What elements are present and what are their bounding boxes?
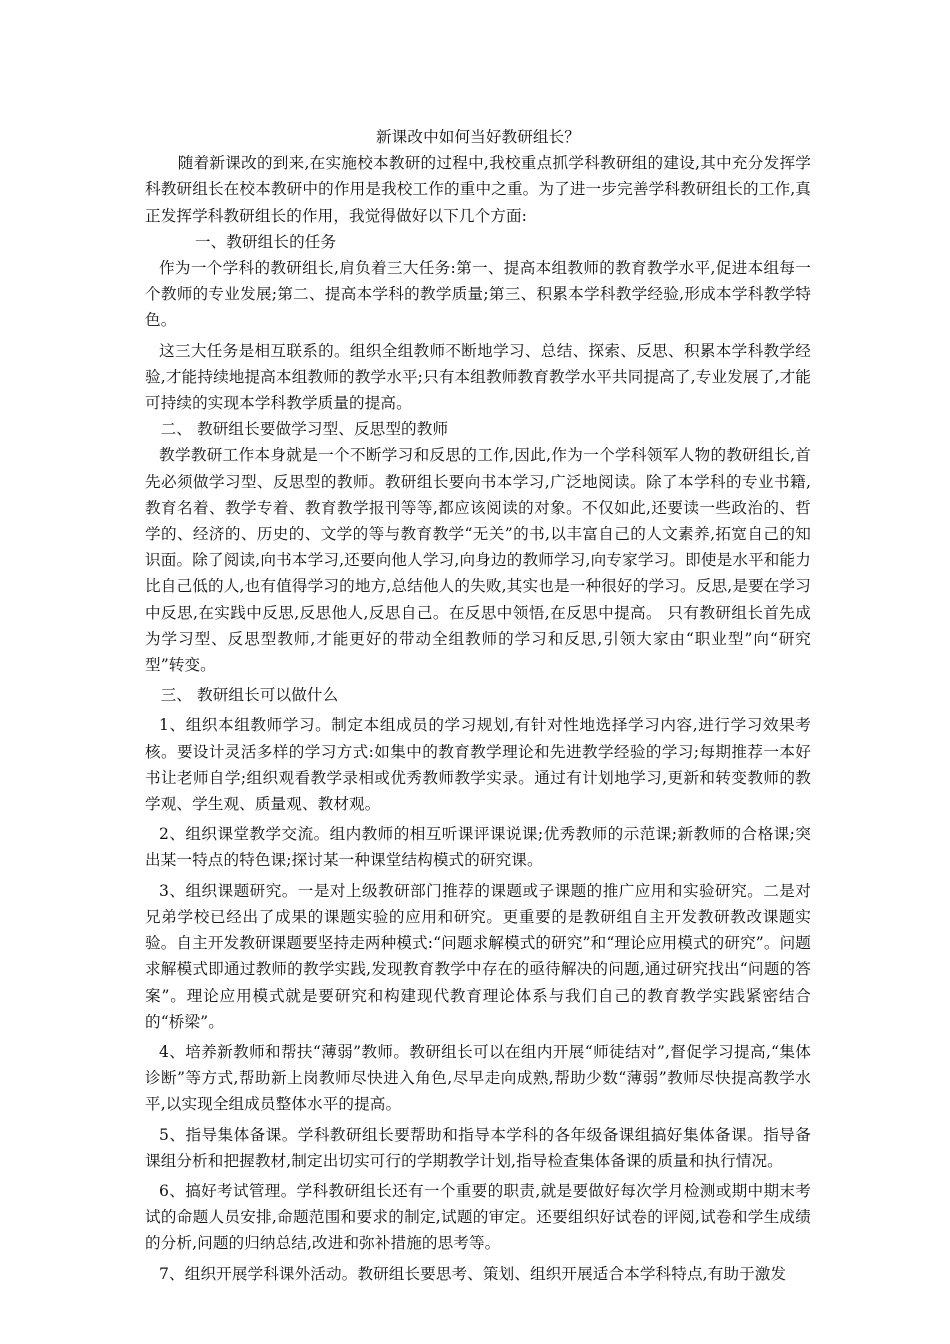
section-3-heading: 三、 教研组长可以做什么 — [160, 686, 339, 705]
section-3-item: 6、搞好考试管理。学科教研组长还有一个重要的职责,就是要做好每次学月检测或期中期末考试的命题人员安排,命题范围和要求的制定,试题的审定。还要组织好试卷的评阅,试卷和学生成绩的分析,问题的归纳总结,改进和弥补措施的思考等。 — [145, 1181, 811, 1253]
section-3-item: 7、组织开展学科课外活动。教研组长要思考、策划、组织开展适合本学科特点,有助于激发 — [159, 1264, 787, 1283]
document-page — [145, 124, 811, 1287]
section-2-heading: 二、 教研组长要做学习型、反思型的教师 — [160, 420, 449, 439]
section-1-paragraph: 作为一个学科的教研组长,肩负着三大任务:第一、提高本组教师的教育教学水平,促进本组每一个教师的专业发展;第二、提高本学科的教学质量;第三、积累本学科教学经验,形成本学科教学特色。 — [145, 259, 811, 330]
intro-paragraph: 随着新课改的到来,在实施校本教研的过程中,我校重点抓学科教研组的建设,其中充分发挥学科教研组长在校本教研中的作用是我校工作的重中之重。为了进一步完善学科教研组长的工作,真正发挥学科教研组长的作用，我觉得做好以下几个方面: — [145, 154, 811, 225]
section-1-paragraph: 这三大任务是相互联系的。组织全组教师不断地学习、总结、探索、反思、积累本学科教学经验,才能持续地提高本组教师的教学水平;只有本组教师教育教学水平共同提高了,专业发展了,才能可持续的实现本学科教学质量的提高。 — [145, 341, 811, 413]
section-2-paragraph: 教学教研工作本身就是一个不断学习和反思的工作,因此,作为一个学科领军人物的教研组长,首先必须做学习型、反思型的教师。教研组长要向书本学习,广泛地阅读。除了本学科的专业书籍,教育名着、教学专着、教育教学报刊等等,都应该阅读的对象。不仅如此,还要读一些政治的、哲学的、经济的、历史的、文学的等与教育教学“无关”的书,以丰富自己的人文素养,拓宽自己的知识面。除了阅读,向书本学习,还要向他人学习,向身边的教师学习,向专家学习。即使是水平和能力比自己低的人,也有值得学习的地方,总结他人的失败,其实也是一种很好的学习。反思,是要在学习中反思,在实践中反思,反思他人,反思自己。在反思中领悟,在反思中提高。 只有教研组长首先成为学习型、反思型教师,才能更好的带动全组教师的学习和反思,引领大家由“职业型”向“研究型”转变。 — [145, 446, 811, 675]
section-3-item: 3、组织课题研究。一是对上级教研部门推荐的课题或子课题的推广应用和实验研究。二是对兄弟学校已经出了成果的课题实验的应用和研究。更重要的是教研组自主开发教研教改课题实验。自主开发教研课题要坚持走两种模式:“问题求解模式的研究”和“理论应用模式的研究”。问题求解模式即通过教师的教学实践,发现教育教学中存在的亟待解决的问题,通过研究找出“问题的答案”。理论应用模式就是要研究和构建现代教育理论体系与我们自己的教育教学实践紧密结合的“桥梁”。 — [145, 881, 811, 1031]
section-3-item: 4、培养新教师和帮扶“薄弱”教师。教研组长可以在组内开展“师徒结对”,督促学习提高,“集体诊断”等方式,帮助新上岗教师尽快进入角色,尽早走向成熟,帮助少数“薄弱”教师尽快提高教学水平,以实现全组成员整体水平的提高。 — [145, 1042, 811, 1114]
section-3-item: 1、组织本组教师学习。制定本组成员的学习规划,有针对性地选择学习内容,进行学习效果考核。要设计灵活多样的学习方式:如集中的教育教学理论和先进教学经验的学习;每期推荐一本好书让老师自学;组织观看教学录相或优秀教师教学实录。通过有计划地学习,更新和转变教师的教学观、学生观、质量观、教材观。 — [145, 716, 811, 814]
section-3-item: 2、组织课堂教学交流。组内教师的相互听课评课说课;优秀教师的示范课;新教师的合格课;突出某一特点的特色课;探讨某一种课堂结构模式的研究课。 — [145, 825, 811, 870]
document-title: 新课改中如何当好教研组长？ — [375, 128, 581, 146]
section-1-heading: 一、教研组长的任务 — [194, 232, 337, 251]
section-3-item: 5、指导集体备课。学科教研组长要帮助和指导本学科的各年级备课组搞好集体备课。指导备课组分析和把握教材,制定出切实可行的学期教学计划,指导检查集体备课的质量和执行情况。 — [145, 1125, 811, 1170]
